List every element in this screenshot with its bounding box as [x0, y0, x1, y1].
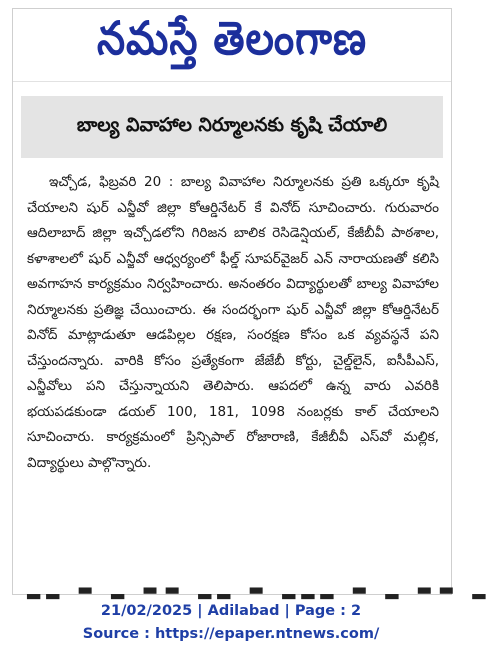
newspaper-clipping: [12, 8, 491, 600]
article-body: ఇచ్చోడ, ఫిబ్రవరి 20 : బాల్య వివాహాల నిర్మూలనకు ప్రతి ఒక్కరూ కృషి చేయాలని షుర్ ఎన్జీవో జిల్లా కోఆర్డినేటర్ కే వినోద్ సూచించారు. గురువారం ఆదిలాబాద్ జిల్లా ఇచ్చోడలోని గిరిజన బాలిక రెసిడెన్షియల్, కేజీబీవీ పాఠశాల, కళాశాలలో షుర్ ఎన్జీవో ఆధ్వర్యంలో ఫీల్డ్ సూపర్‌వైజర్ ఎన్ నారాయణతో కలిసి అవగాహన కార్యక్రమం నిర్వహించారు. అనంతరం విద్యార్థులతో బాల్య వివాహాల నిర్మూలనకు ప్రతిజ్ఞ చేయించారు. ఈ సందర్భంగా షుర్ ఎన్జీవో జిల్లా కోఆర్డినేటర్ వినోద్ మాట్లాడుతూ ఆడపిల్లల రక్షణ, సంరక్షణ కోసం ఒక వ్యవస్థనే పని చేస్తుందన్నారు. వారికి కోసం ప్రత్యేకంగా జేజేబీ కోర్టు, చైల్డ్‌లైన్, ఐసీపీఎస్, ఎన్జీవోలు పని చేస్తున్నాయని తెలిపారు. ఆపదలో ఉన్న వారు ఎవరికి భయపడకుండా డయల్ 100, 181, 1098 నంబర్లకు కాల్ చేయాలని సూచించారు. కార్యక్రమంలో ప్రిన్సిపాల్ రోజారాణి, కేజీబీవీ ఎస్‌వో మల్లిక, విద్యార్థులు పాల్గొన్నారు.: [27, 174, 439, 471]
footer-source: Source : https://epaper.ntnews.com/: [82, 626, 380, 642]
headline-bar: [21, 96, 443, 158]
article-headline: బాల్య వివాహాల నిర్మూలనకు కృషి చేయాలి: [76, 113, 388, 136]
masthead: [13, 9, 451, 82]
next-article-cut-off: [27, 574, 491, 600]
newspaper-title: నమస్తే తెలంగాణ: [96, 12, 368, 66]
footer-meta: 21/02/2025 | Adilabad | Page : 2: [100, 603, 362, 619]
cut-off-text-fragment: ▂▂ ▬ ▂ ▬▬ ▂▂ ▬ ▂▂▂ ▬ ▂ ▬▬ ▂: [27, 580, 491, 600]
